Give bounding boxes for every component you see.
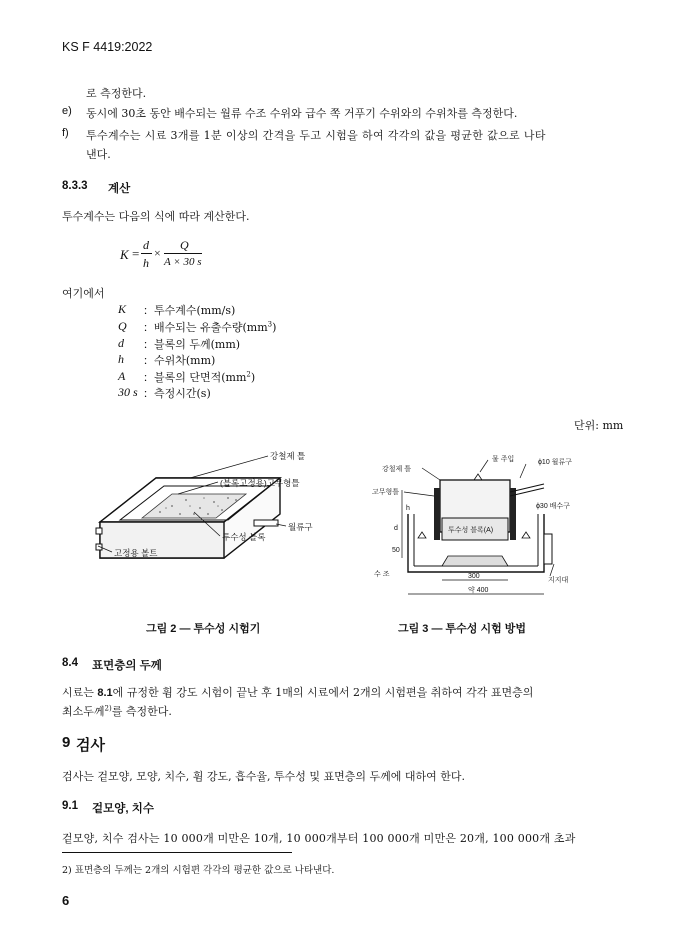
page-number: 6 (62, 893, 70, 908)
figure-2-caption: 그림 2 — 투수성 시험기 (146, 623, 261, 635)
section-9-1-title: 겉모양, 치수 (92, 803, 154, 815)
formula-fraction-bar-2 (164, 253, 202, 254)
where-description: ：블록의 두께(mm) (143, 338, 241, 351)
where-description: ：측정시간(s) (143, 387, 211, 400)
label-block: 투수성 블록 (222, 532, 266, 542)
where-label: 여기에서 (62, 287, 105, 300)
step-e-text: 동시에 30초 동안 배수되는 월류 수조 수위와 급수 쪽 거푸기 수위와의 수위차를 측정한다. (86, 107, 518, 120)
section-8-3-3-number: 8.3.3 (62, 180, 88, 192)
footnote-rule (62, 852, 292, 853)
where-symbol: h (118, 352, 124, 366)
where-description: ：배수되는 유출수량$(mm^3)$ (143, 320, 277, 334)
section-9-text: 검사는 겉모양, 모양, 치수, 휨 강도, 흡수율, 투수성 및 표면층의 두께에 대하여 한다. (62, 770, 465, 783)
label-overflow-10: ϕ10 월류구 (538, 459, 572, 466)
section-9-number: 9 (62, 734, 71, 751)
step-f-marker: f) (62, 127, 69, 139)
section-8-4-text-1: 시료는 8.1에 규정한 휨 강도 시험이 끝난 후 1매의 시료에서 2개의 시험편을 취하여 각각 표면층의 (62, 686, 534, 699)
label-dim-400: 약 400 (468, 587, 489, 594)
where-description: ：투수계수(mm/s) (143, 304, 236, 317)
section-8-4-text-2: 최소두께$^{2)}$를 측정한다. (62, 704, 172, 718)
where-symbol: d (118, 336, 124, 350)
step-f-text-2: 낸다. (86, 148, 111, 161)
footnote-text: 2) 표면층의 두께는 2개의 시험편 각각의 평균한 값으로 나타낸다. (62, 865, 335, 876)
where-symbol: Q (118, 319, 127, 333)
document-id: KS F 4419:2022 (62, 40, 153, 54)
label-support: 지지대 (548, 577, 569, 584)
section-9-title: 검사 (76, 737, 105, 754)
figure-2-permeability-tester (90, 448, 330, 598)
label-steel-frame: 강철제 틀 (270, 451, 306, 461)
label-block: 투수성 블록(A) (448, 527, 494, 534)
label-dim-300: 300 (468, 573, 480, 580)
formula-fraction-bar-1 (141, 253, 152, 254)
section-8-3-3-title: 계산 (108, 183, 131, 195)
section-9-1-number: 9.1 (62, 800, 78, 812)
label-tank: 수 조 (374, 571, 390, 578)
label-steel-frame: 강철제 틀 (382, 466, 411, 473)
formula-equals: = (132, 246, 140, 261)
step-d-continuation: 로 측정한다. (86, 87, 147, 100)
unit-note: 단위: mm (574, 419, 624, 432)
label-rubber-frame: (블록고정용)고무형틀 (220, 478, 300, 488)
formula-times: × (154, 246, 161, 260)
where-description: ：블록의 단면적$(mm^2)$ (143, 370, 256, 384)
section-8-4-number: 8.4 (62, 657, 78, 669)
step-f-text-1: 투수계수는 시료 3개를 1분 이상의 간격을 두고 시험을 하여 각각의 값을 평균한 값으로 나타 (86, 129, 546, 142)
label-bolt: 고정용 볼트 (114, 548, 158, 558)
section-8-4-title: 표면층의 두께 (92, 660, 162, 672)
label-water-supply: 물 주입 (492, 456, 515, 463)
label-drain-30: ϕ30 배수구 (536, 503, 570, 510)
step-e-marker: e) (62, 105, 72, 117)
label-h: h (406, 505, 410, 512)
formula-den-h: h (143, 256, 149, 270)
where-symbol: K (118, 302, 127, 316)
label-d: d (394, 525, 398, 532)
label-overflow: 월류구 (288, 522, 313, 532)
formula-den-a30s: A × 30 s (164, 256, 202, 268)
figure-3-caption: 그림 3 — 투수성 시험 방법 (398, 623, 527, 635)
formula-lhs: K (120, 247, 129, 262)
label-h50: 50 (392, 547, 400, 554)
section-8-3-3-intro: 투수계수는 다음의 식에 따라 계산한다. (62, 210, 250, 223)
where-symbol: A (118, 369, 126, 383)
section-9-1-text: 겉모양, 치수 검사는 10 000개 미만은 10개, 10 000개부터 100 000개 미만은 20개, 100 000개 초과 (62, 832, 576, 845)
where-description: ：수위차(mm) (143, 354, 216, 367)
where-symbol: 30 s (118, 385, 138, 399)
formula-num-d: d (143, 238, 149, 252)
formula-num-q: Q (180, 238, 189, 252)
figure-3-test-method (368, 452, 608, 602)
label-rubber-frame: 고무형틀 (372, 489, 400, 496)
